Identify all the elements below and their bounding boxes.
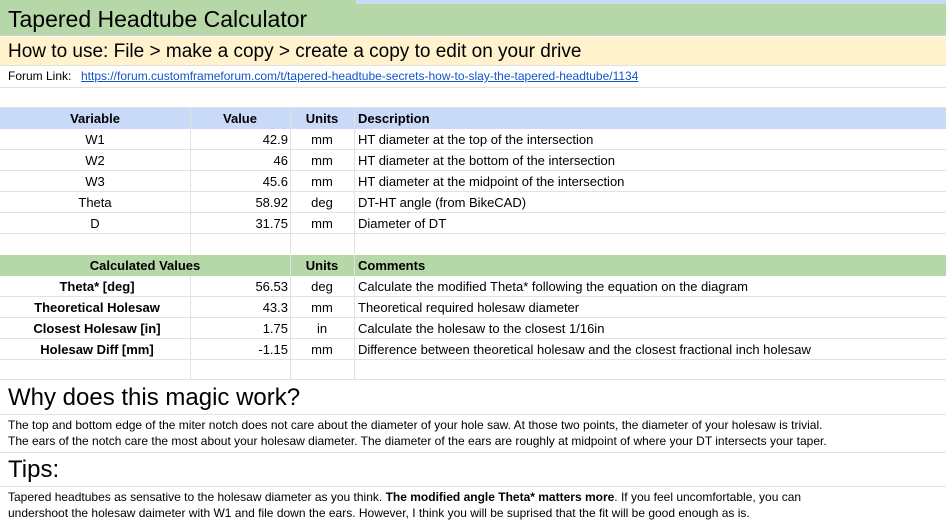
header-units: Units bbox=[305, 258, 339, 273]
calculated-units-cell[interactable]: in bbox=[316, 321, 328, 336]
header-value: Value bbox=[223, 111, 257, 126]
variable-description-cell[interactable]: HT diameter at the midpoint of the intersection bbox=[358, 174, 625, 189]
calculated-comment-cell[interactable]: Theoretical required holesaw diameter bbox=[358, 300, 580, 315]
forum-link-label: Forum Link: bbox=[8, 69, 72, 83]
calculated-value-cell[interactable]: 1.75 bbox=[262, 321, 288, 336]
grid-line bbox=[0, 170, 946, 171]
calculated-units-cell[interactable]: mm bbox=[311, 342, 333, 357]
calculated-comment-cell[interactable]: Calculate the holesaw to the closest 1/16in bbox=[358, 321, 605, 336]
grid-line bbox=[190, 276, 191, 380]
calculated-comment-cell[interactable]: Difference between theoretical holesaw and the closest fractional inch holesaw bbox=[358, 342, 811, 357]
variable-units-cell[interactable]: mm bbox=[311, 132, 333, 147]
header-calculated-values: Calculated Values bbox=[89, 258, 201, 273]
grid-line bbox=[354, 108, 355, 254]
how-to-use-text: How to use: File > make a copy > create a copy to edit on your drive bbox=[8, 41, 582, 62]
tips-text-bold: The modified angle Theta* matters more bbox=[385, 490, 615, 504]
variable-name-cell[interactable]: W2 bbox=[85, 153, 105, 168]
grid-line bbox=[0, 452, 946, 453]
grid-line bbox=[0, 87, 946, 88]
grid-line bbox=[0, 338, 946, 339]
grid-line bbox=[0, 486, 946, 487]
variable-units-cell[interactable]: mm bbox=[311, 216, 333, 231]
calculated-name-cell[interactable]: Theta* [deg] bbox=[59, 279, 135, 294]
grid-line bbox=[0, 414, 946, 415]
variable-value-cell[interactable]: 46 bbox=[273, 153, 288, 168]
variable-value-cell[interactable]: 45.6 bbox=[262, 174, 288, 189]
forum-link[interactable]: https://forum.customframeforum.com/t/tapered-headtube-secrets-how-to-slay-the-tapered-headtube/1134 bbox=[81, 69, 639, 83]
grid-line bbox=[0, 191, 946, 192]
grid-line bbox=[290, 108, 291, 254]
header-comments: Comments bbox=[358, 258, 426, 273]
variable-description-cell[interactable]: Diameter of DT bbox=[358, 216, 447, 231]
calculated-units-cell[interactable]: deg bbox=[311, 279, 333, 294]
calculated-value-cell[interactable]: 43.3 bbox=[262, 300, 288, 315]
calculated-comment-cell[interactable]: Calculate the modified Theta* following the equation on the diagram bbox=[358, 279, 749, 294]
calculated-name-cell[interactable]: Theoretical Holesaw bbox=[34, 300, 160, 315]
tips-text-end: . If you feel uncomfortable, you can bbox=[614, 490, 802, 504]
tips-text-start: Tapered headtubes as sensative to the holesaw diameter as you think. bbox=[8, 490, 386, 504]
variable-value-cell[interactable]: 31.75 bbox=[255, 216, 288, 231]
grid-line bbox=[0, 233, 946, 234]
variable-value-cell[interactable]: 58.92 bbox=[255, 195, 288, 210]
grid-line bbox=[0, 296, 946, 297]
variable-name-cell[interactable]: Theta bbox=[78, 195, 112, 210]
variable-name-cell[interactable]: W1 bbox=[85, 132, 105, 147]
variable-description-cell[interactable]: HT diameter at the top of the intersection bbox=[358, 132, 594, 147]
grid-line bbox=[0, 359, 946, 360]
why-paragraph-line-1: The top and bottom edge of the miter notch does not care about the diameter of your hole saw. At those two points, the diameter of your holesaw is trivial. bbox=[8, 418, 823, 432]
calculated-name-cell[interactable]: Closest Holesaw [in] bbox=[33, 321, 161, 336]
variable-description-cell[interactable]: HT diameter at the bottom of the intersection bbox=[358, 153, 616, 168]
grid-line bbox=[0, 317, 946, 318]
why-paragraph-line-2: The ears of the notch care the most about your holesaw diameter. The diameter of the ears are roughly at midpoint of where your DT intersects your taper. bbox=[8, 434, 827, 448]
grid-line bbox=[0, 379, 946, 380]
variable-description-cell[interactable]: DT-HT angle (from BikeCAD) bbox=[358, 195, 527, 210]
header-units: Units bbox=[305, 111, 339, 126]
variable-name-cell[interactable]: W3 bbox=[85, 174, 105, 189]
variable-name-cell[interactable]: D bbox=[90, 216, 100, 231]
tips-paragraph-line-1 bbox=[8, 489, 938, 505]
tips-heading: Tips: bbox=[8, 456, 60, 483]
calculated-name-cell[interactable]: Holesaw Diff [mm] bbox=[40, 342, 154, 357]
variable-value-cell[interactable]: 42.9 bbox=[262, 132, 288, 147]
header-description: Description bbox=[358, 111, 430, 126]
tips-paragraph-line-2: undershoot the holesaw daimeter with W1 and file down the ears. However, I think you will be suprised that the fit will be good enough as is. bbox=[8, 506, 750, 520]
page-title: Tapered Headtube Calculator bbox=[8, 6, 308, 32]
title-accent-strip bbox=[356, 0, 946, 4]
variable-units-cell[interactable]: deg bbox=[311, 195, 333, 210]
grid-line bbox=[0, 149, 946, 150]
variable-units-cell[interactable]: mm bbox=[311, 174, 333, 189]
why-heading: Why does this magic work? bbox=[8, 384, 301, 411]
variable-units-cell[interactable]: mm bbox=[311, 153, 333, 168]
grid-line bbox=[0, 212, 946, 213]
grid-line bbox=[190, 108, 191, 254]
calculated-value-cell[interactable]: 56.53 bbox=[255, 279, 288, 294]
calculated-value-cell[interactable]: -1.15 bbox=[258, 342, 288, 357]
calculated-units-cell[interactable]: mm bbox=[311, 300, 333, 315]
grid-line bbox=[290, 255, 291, 380]
grid-line bbox=[354, 255, 355, 380]
header-variable: Variable bbox=[70, 111, 120, 126]
